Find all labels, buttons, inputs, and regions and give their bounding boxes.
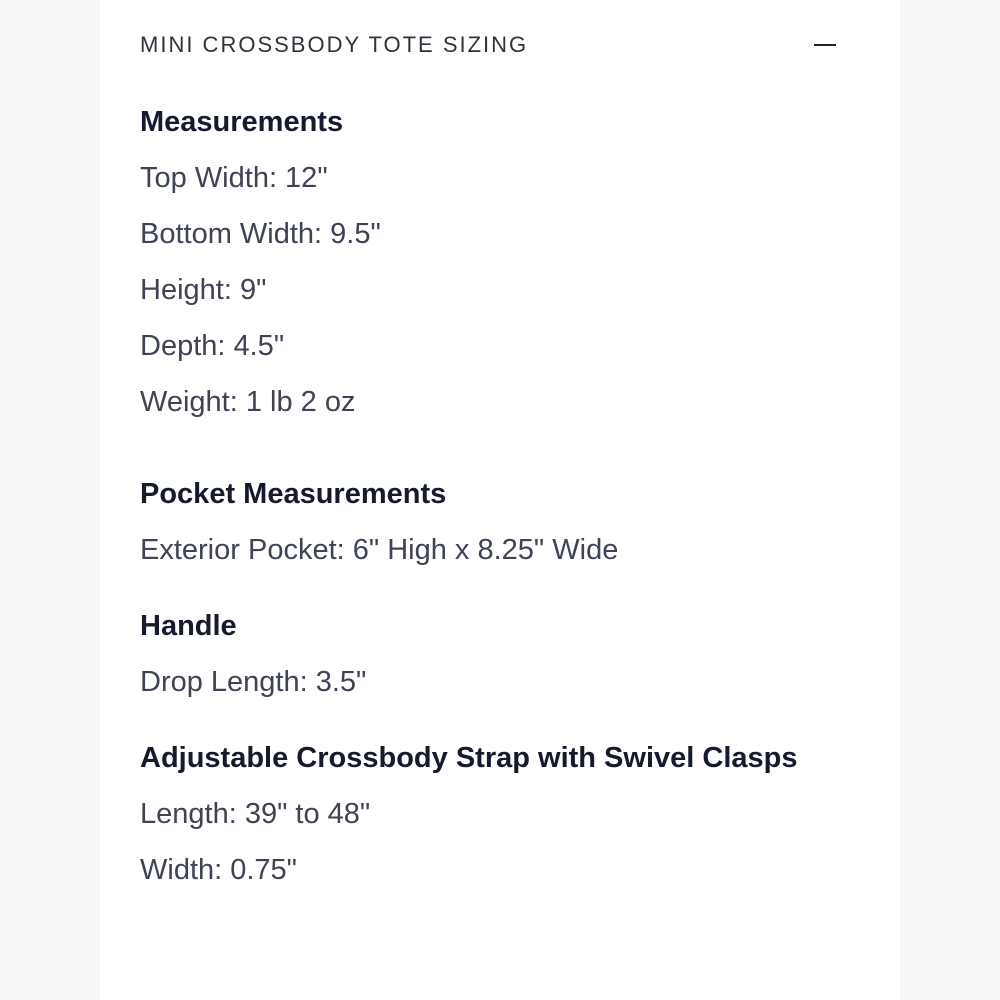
measurement-top-width: Top Width: 12" — [140, 162, 328, 194]
accordion-title: MINI CROSSBODY TOTE SIZING — [140, 32, 529, 57]
pocket-exterior: Exterior Pocket: 6" High x 8.25" Wide — [140, 534, 619, 566]
sizing-panel — [100, 0, 900, 1000]
section-title-strap: Adjustable Crossbody Strap with Swivel Clasps — [140, 742, 798, 774]
measurement-weight: Weight: 1 lb 2 oz — [140, 386, 356, 418]
section-title-pocket-measurements: Pocket Measurements — [140, 478, 447, 510]
handle-drop-length: Drop Length: 3.5" — [140, 666, 367, 698]
strap-length: Length: 39" to 48" — [140, 798, 371, 830]
accordion-header[interactable] — [140, 30, 840, 60]
strap-width: Width: 0.75" — [140, 854, 297, 886]
measurement-height: Height: 9" — [140, 274, 267, 306]
section-title-measurements: Measurements — [140, 106, 344, 138]
sizing-content — [140, 104, 880, 888]
minus-icon[interactable] — [810, 30, 840, 60]
section-title-handle: Handle — [140, 610, 237, 642]
measurement-bottom-width: Bottom Width: 9.5" — [140, 218, 381, 250]
measurement-depth: Depth: 4.5" — [140, 330, 285, 362]
